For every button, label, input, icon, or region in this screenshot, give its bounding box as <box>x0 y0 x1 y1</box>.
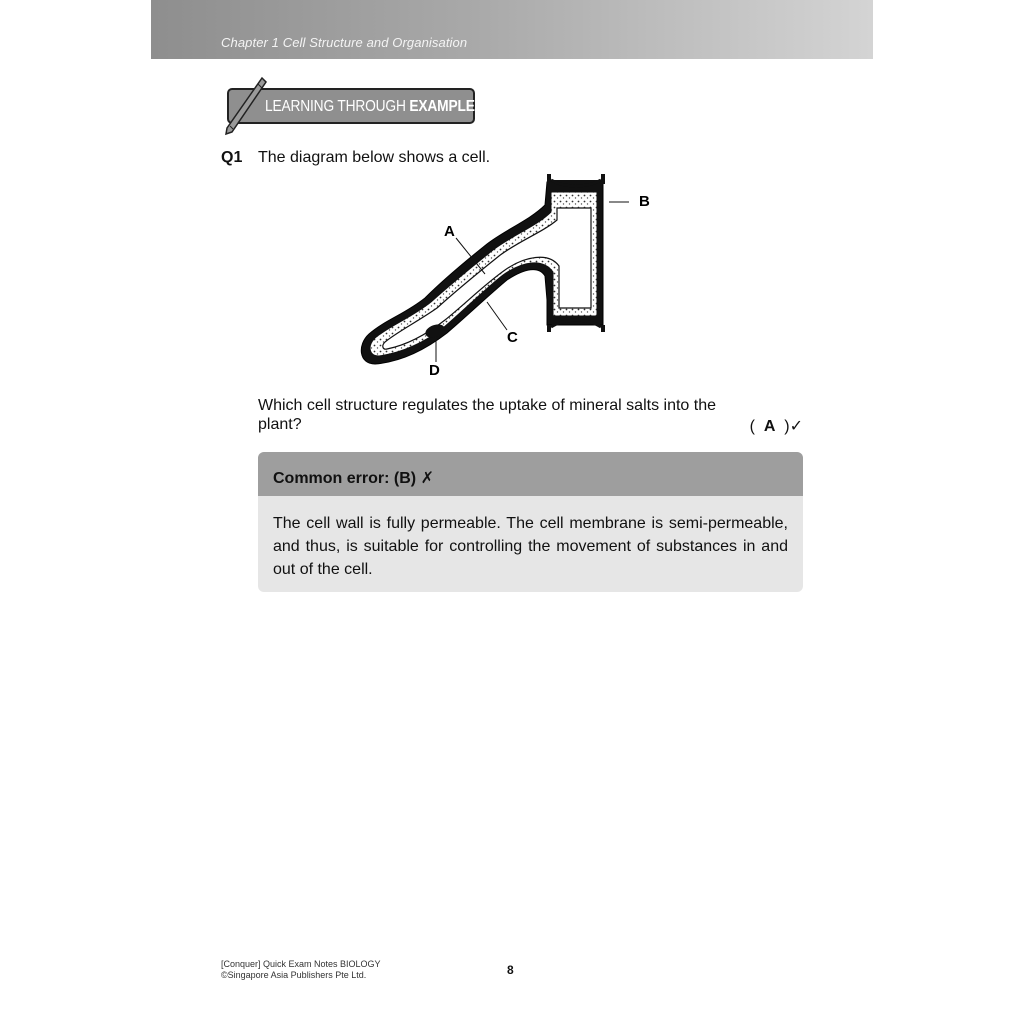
footer-book-title: [Conquer] Quick Exam Notes BIOLOGY <box>221 959 381 969</box>
label-c: C <box>507 329 518 346</box>
answer-open: ( <box>749 418 764 435</box>
common-error-box <box>258 452 803 592</box>
label-d: D <box>429 362 440 379</box>
section-banner <box>222 76 484 136</box>
banner-text-part1: LEARNING THROUGH <box>265 98 410 115</box>
common-error-body: The cell wall is fully permeable. The cell membrane is semi-permeable, and thus, is suitable for controlling the movement of substances in and out of the cell. <box>273 515 788 578</box>
question-prompt-end: plant? <box>258 416 302 433</box>
header-band <box>151 0 873 59</box>
label-a: A <box>444 223 455 240</box>
footer-credits <box>221 959 381 981</box>
banner-text <box>265 98 484 116</box>
cross-mark-icon: ✗ <box>420 470 434 487</box>
question-number: Q1 <box>221 149 243 166</box>
label-b: B <box>639 193 650 210</box>
pen-icon <box>222 76 272 136</box>
page-number: 8 <box>507 963 514 977</box>
answer-value: A <box>763 418 776 435</box>
footer-publisher: ©Singapore Asia Publishers Pte Ltd. <box>221 970 367 980</box>
banner-text-part2: EXAMPLES <box>409 98 484 115</box>
answer-box <box>750 416 803 436</box>
chapter-title: Chapter 1 Cell Structure and Organisation <box>221 35 468 50</box>
question-intro: The diagram below shows a cell. <box>258 149 491 166</box>
common-error-title <box>273 468 434 488</box>
answer-close: )✓ <box>775 418 803 435</box>
question-prompt: Which cell structure regulates the uptake of mineral salts into the <box>258 397 716 414</box>
vacuole <box>383 208 591 349</box>
root-hair-cell-diagram <box>355 170 665 382</box>
answer-line <box>258 416 803 437</box>
common-error-header <box>258 452 803 496</box>
common-error-title-text: Common error: (B) <box>273 470 421 487</box>
